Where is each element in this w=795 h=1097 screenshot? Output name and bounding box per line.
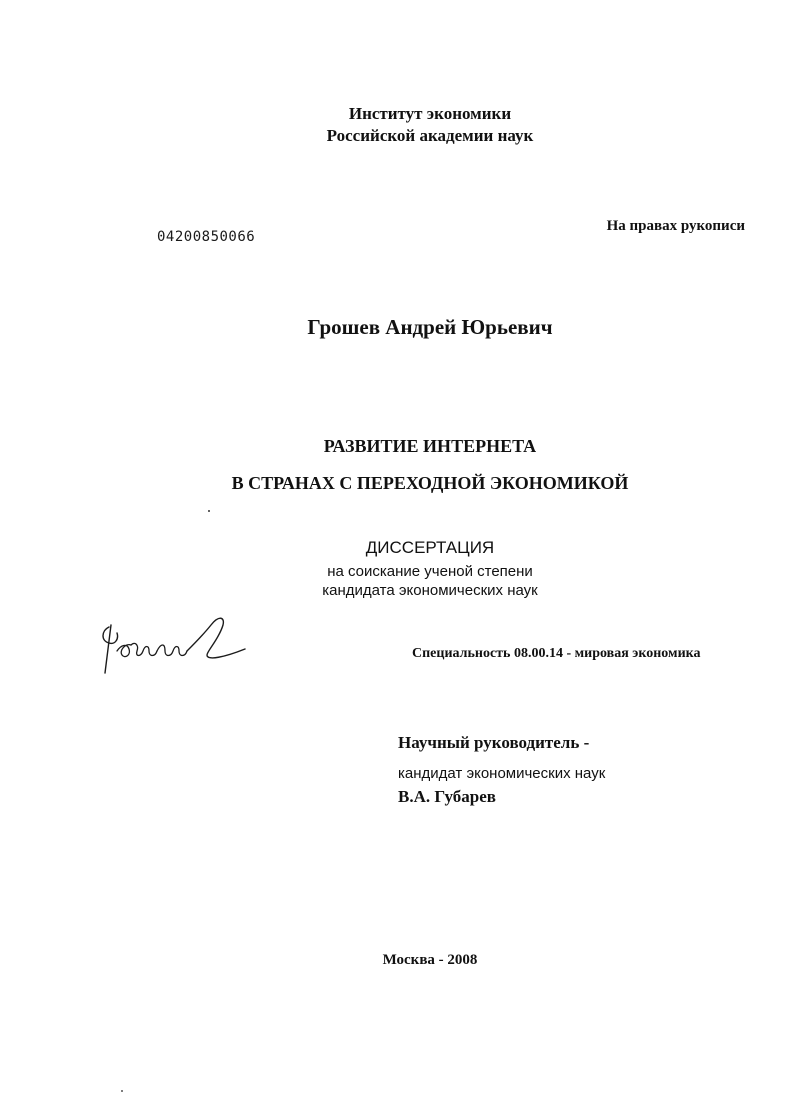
degree-sought [0,562,795,600]
advisor-degree: кандидат экономических наук [398,765,606,782]
author-signature [95,605,255,690]
specialty: Специальность 08.00.14 - мировая экономика [412,646,701,661]
title-line: В СТРАНАХ С ПЕРЕХОДНОЙ ЭКОНОМИКОЙ [231,473,629,493]
document-type: ДИССЕРТАЦИЯ [365,538,495,557]
rights-note: На правах рукописи [606,218,745,234]
title-line: РАЗВИТИЕ ИНТЕРНЕТА [323,436,537,456]
institute-line: Российской академии наук [326,126,534,145]
registry-number: 04200850066 [157,229,256,245]
scan-speck [208,510,210,512]
author-name: Грошев Андрей Юрьевич [307,315,553,339]
advisor-label: Научный руководитель - [398,733,590,752]
signature-icon [95,605,255,685]
institute-line: Институт экономики [348,104,512,123]
degree-line: на соискание ученой степени [327,563,533,580]
city-year: Москва - 2008 [382,952,478,968]
dissertation-title [0,428,795,502]
institute-name [0,103,795,147]
advisor-name: В.А. Губарев [398,787,496,806]
degree-line: кандидата экономических наук [322,582,538,599]
scan-speck [121,1090,123,1092]
